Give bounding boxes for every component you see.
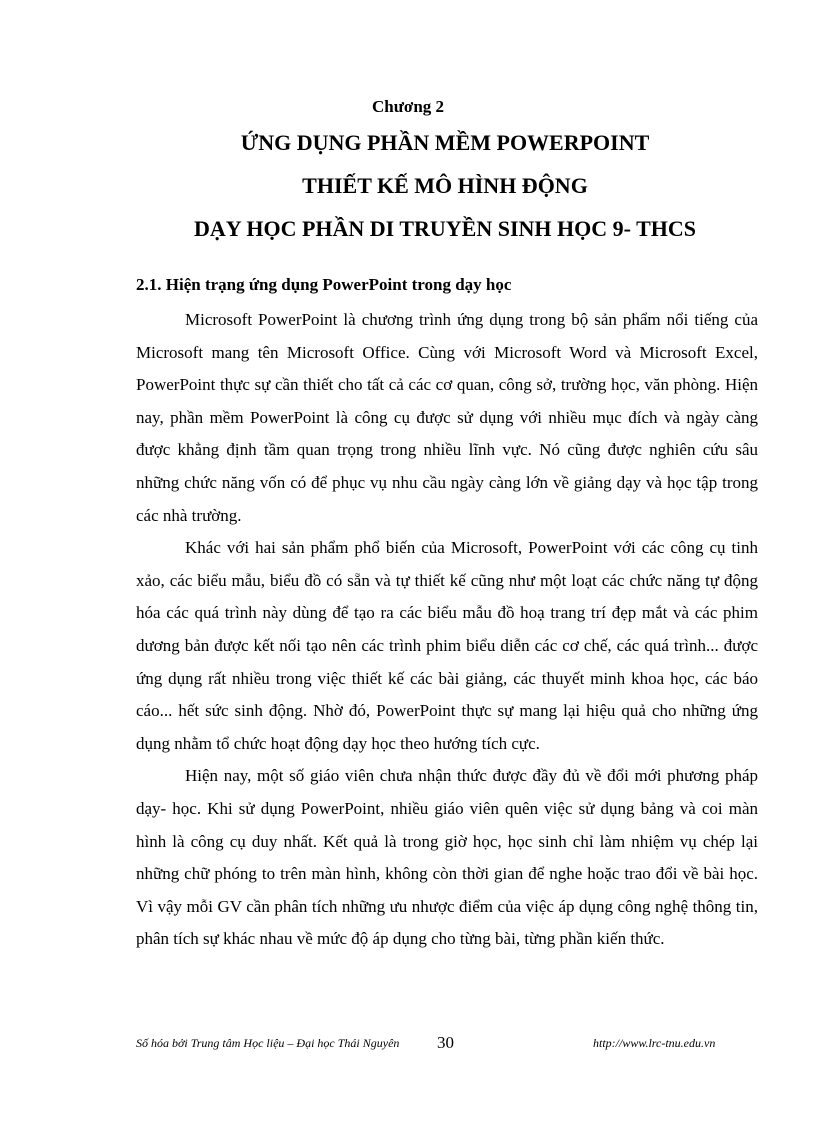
paragraph: Hiện nay, một số giáo viên chưa nhận thức được đầy đủ về đổi mới phương pháp dạy- học. Khi sử dụng PowerPoint, nhiều giáo viên quên việc sử dụng bảng và coi màn hình là công cụ duy nhất. Kết quả là trong giờ học, học sinh chỉ làm nhiệm vụ chép lại những chữ phóng to trên màn hình, không còn thời gian để nghe hoặc trao đổi về bài học. Vì vậy mỗi GV cần phân tích những ưu nhược điểm của việc áp dụng công nghệ thông tin, phân tích sự khác nhau về mức độ áp dụng cho từng bài, từng phần kiến thức.: [136, 766, 758, 949]
chapter-title-line-2: THIẾT KẾ MÔ HÌNH ĐỘNG: [302, 173, 588, 198]
paragraph: Khác với hai sản phẩm phổ biến của Microsoft, PowerPoint với các công cụ tinh xảo, các biểu mẫu, biểu đồ có sẵn và tự thiết kế cũng như một loạt các chức năng tự động hóa các quá trình này dùng để tạo ra các biểu mẫu đồ hoạ trang trí đẹp mắt và các phim dương bản được kết nối tạo nên các trình phim biểu diễn các cơ chế, các quá trình... được ứng dụng rất nhiều trong việc thiết kế các bài giảng, các thuyết minh khoa học, các báo cáo... hết sức sinh động. Nhờ đó, PowerPoint thực sự mang lại hiệu quả cho những ứng dụng nhằm tổ chức hoạt động dạy học theo hướng tích cực.: [136, 538, 758, 753]
chapter-title-line-1: ỨNG DỤNG PHẦN MỀM POWERPOINT: [240, 130, 650, 155]
footer-url: http://www.lrc-tnu.edu.vn: [593, 1036, 716, 1050]
section-heading: 2.1. Hiện trạng ứng dụng PowerPoint trong dạy học: [136, 275, 512, 294]
paragraph: Microsoft PowerPoint là chương trình ứng dụng trong bộ sản phẩm nổi tiếng của Microsoft mang tên Microsoft Office. Cùng với Microsoft Word và Microsoft Excel, PowerPoint thực sự cần thiết cho tất cả các cơ quan, công sở, trường học, văn phòng. Hiện nay, phần mềm PowerPoint là công cụ được sử dụng với nhiều mục đích và ngày càng được khẳng định tầm quan trọng trong nhiều lĩnh vực. Nó cũng được nghiên cứu sâu những chức năng vốn có để phục vụ nhu cầu ngày càng lớn về giảng dạy và học tập trong các nhà trường.: [136, 310, 758, 525]
body-text: [136, 304, 758, 956]
footer-source: Số hóa bởi Trung tâm Học liệu – Đại học Thái Nguyên: [136, 1036, 400, 1050]
chapter-title-line-3: DẠY HỌC PHẦN DI TRUYỀN SINH HỌC 9- THCS: [194, 216, 696, 241]
page-number: 30: [437, 1033, 454, 1052]
chapter-label: Chương 2: [371, 97, 445, 116]
